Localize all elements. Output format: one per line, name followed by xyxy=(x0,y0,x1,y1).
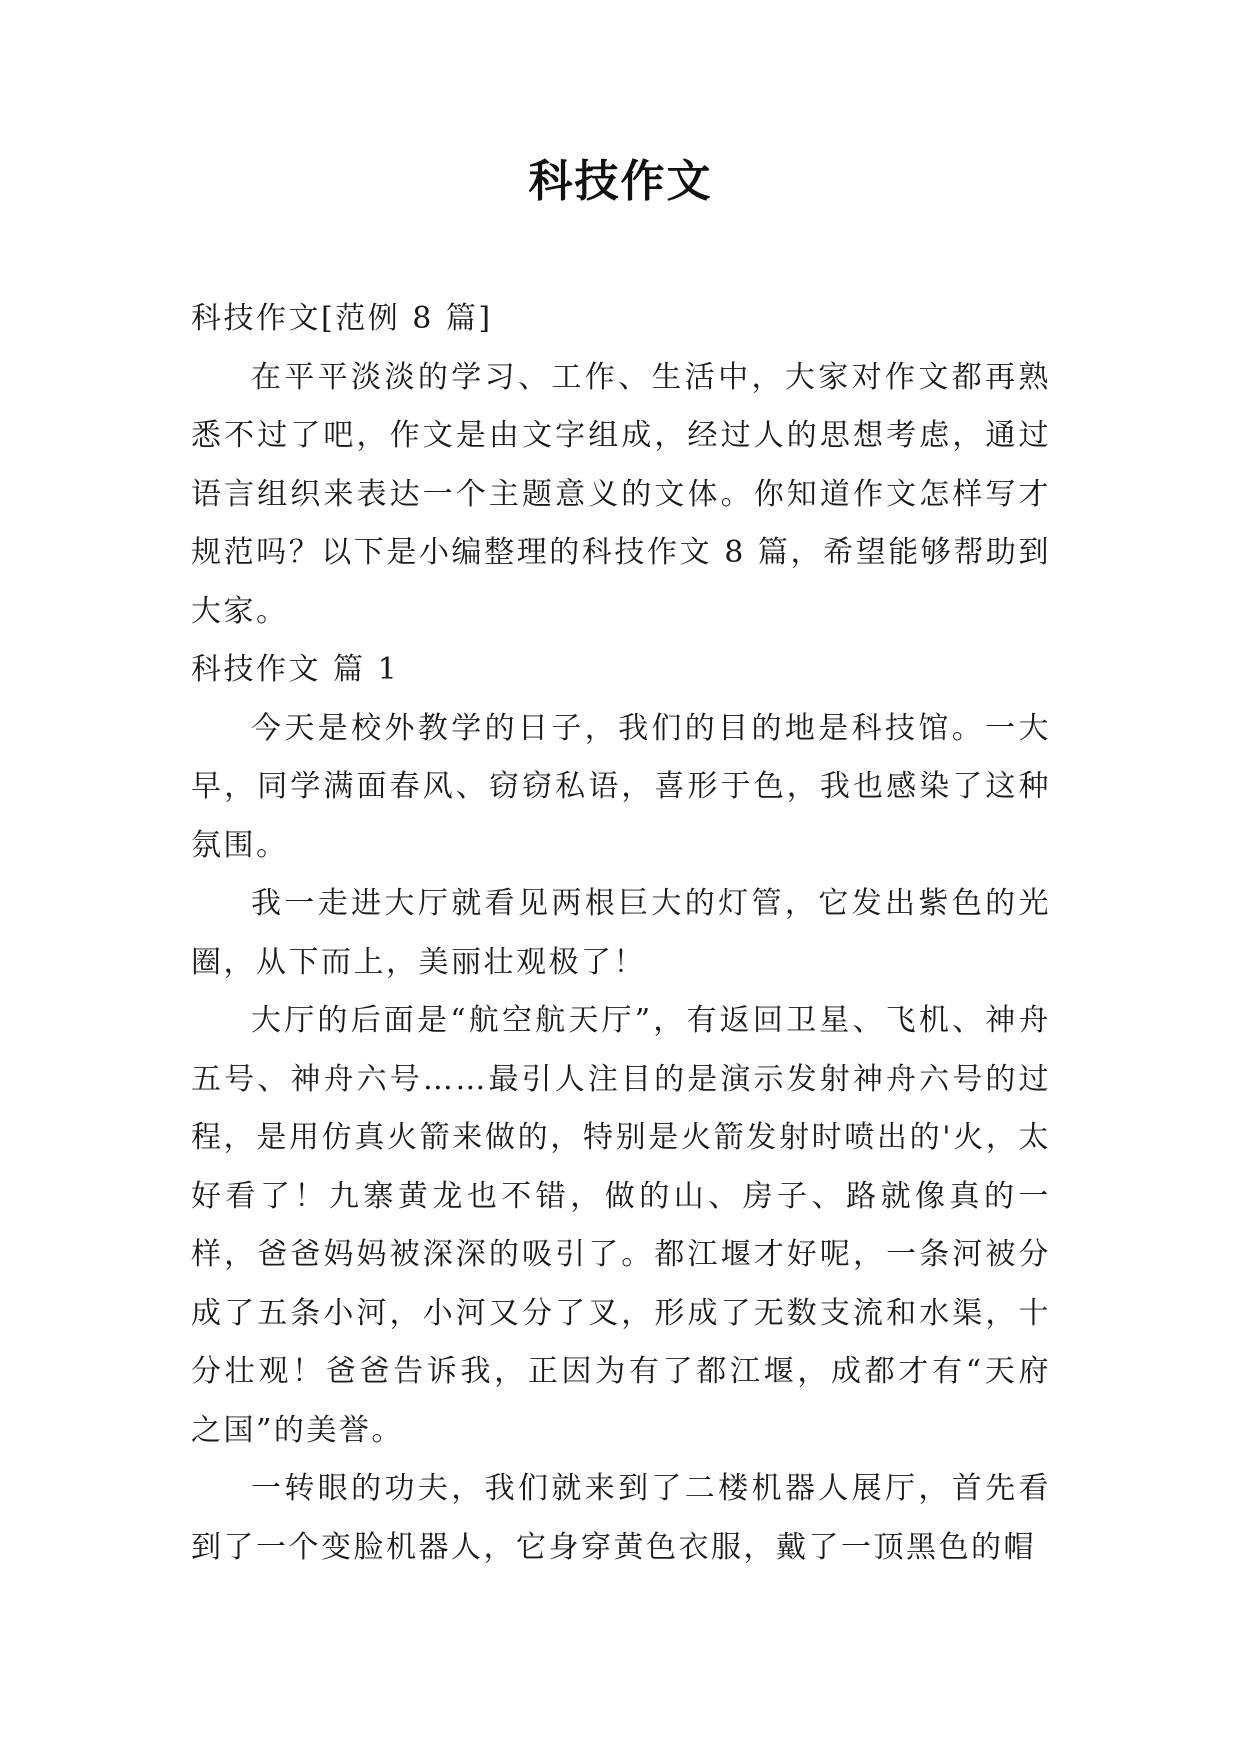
document-body xyxy=(191,290,1051,1577)
paragraph-intro: 在平平淡淡的学习、工作、生活中，大家对作文都再熟悉不过了吧，作文是由文字组成，经过人的思想考虑，通过语言组织来表达一个主题意义的文体。你知道作文怎样写才规范吗？以下是小编整理的科技作文 8 篇，希望能够帮助到大家。 xyxy=(191,359,1051,629)
paragraph: 今天是校外教学的日子，我们的目的地是科技馆。一大早，同学满面春风、窃窃私语，喜形于色，我也感染了这种氛围。 xyxy=(191,710,1051,863)
section-heading-essay-1: 科技作文 篇 1 xyxy=(191,652,400,687)
paragraph: 一转眼的功夫，我们就来到了二楼机器人展厅，首先看到了一个变脸机器人，它身穿黄色衣服，戴了一顶黑色的帽 xyxy=(191,1471,1051,1565)
paragraph: 大厅的后面是“航空航天厅”，有返回卫星、飞机、神舟五号、神舟六号……最引人注目的是演示发射神舟六号的过程，是用仿真火箭来做的，特别是火箭发射时喷出的'火，太好看了！九寨黄龙也不错，做的山、房子、路就像真的一样，爸爸妈妈被深深的吸引了。都江堰才好呢，一条河被分成了五条小河，小河又分了叉，形成了无数支流和水渠，十分壮观！爸爸告诉我，正因为有了都江堰，成都才有“天府之国”的美誉。 xyxy=(191,1003,1051,1448)
section-heading: 科技作文[范例 8 篇] xyxy=(191,301,493,336)
document-title: 科技作文 xyxy=(528,156,713,207)
paragraph: 我一走进大厅就看见两根巨大的灯管，它发出紫色的光圈，从下而上，美丽壮观极了！ xyxy=(191,886,1051,980)
